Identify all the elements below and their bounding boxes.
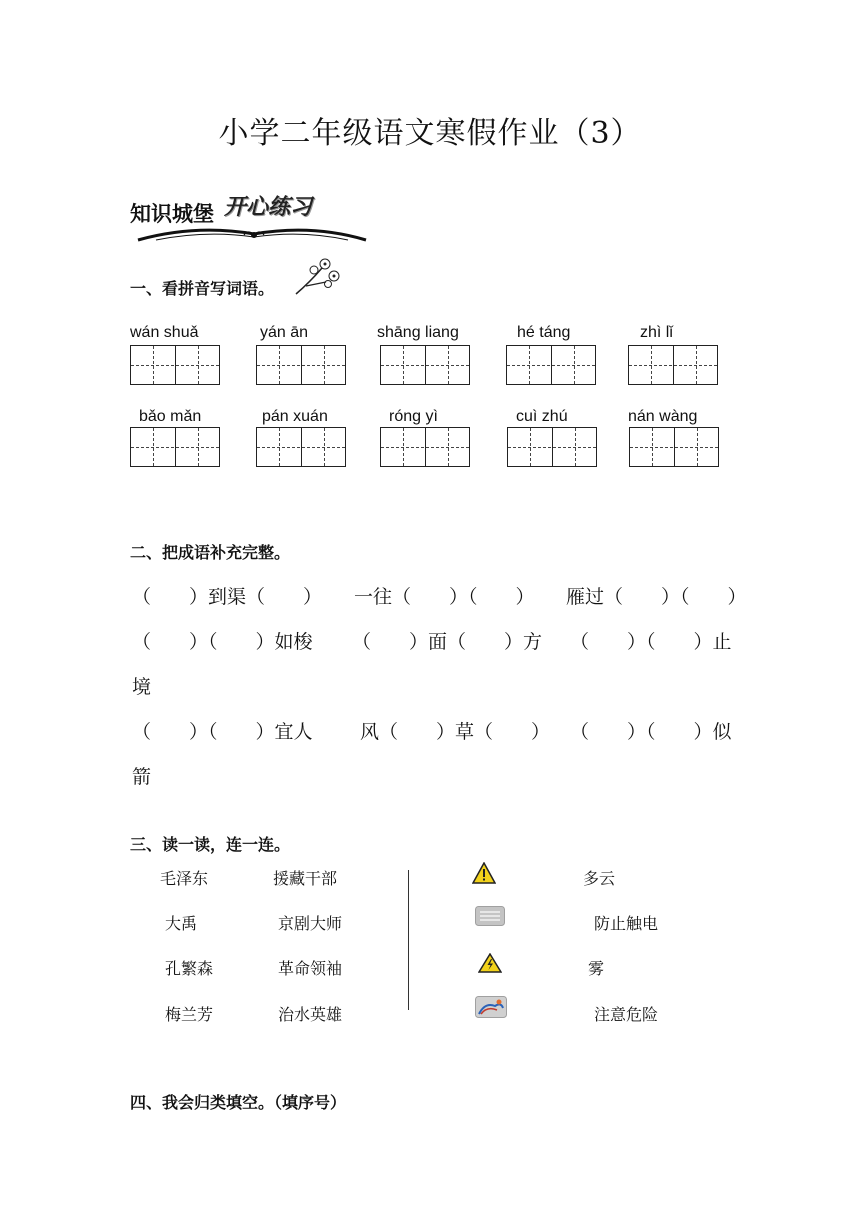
page-title: 小学二年级语文寒假作业（3） <box>218 116 642 151</box>
section3-heading: 三、读一读，连一连。 <box>130 835 291 854</box>
pinyin-label: cuì zhú <box>516 408 568 425</box>
banner-main-text: 知识城堡 <box>130 202 214 226</box>
divider-line <box>408 870 409 1010</box>
writing-box[interactable] <box>256 427 346 467</box>
match-left-title[interactable]: 京剧大师 <box>278 914 343 933</box>
writing-box[interactable] <box>380 345 470 385</box>
pinyin-label: zhì lǐ <box>640 324 673 341</box>
idiom-blank[interactable]: （ ）到渠（ ） <box>132 586 323 608</box>
pinyin-label: shāng liang <box>377 324 459 341</box>
flower-branch-icon <box>292 254 342 298</box>
warning-triangle-icon[interactable] <box>472 862 496 884</box>
writing-box[interactable] <box>130 427 220 467</box>
writing-box[interactable] <box>629 427 719 467</box>
electric-warning-icon[interactable] <box>478 953 502 973</box>
pinyin-label: nán wàng <box>628 408 698 425</box>
ornament-swash-icon <box>136 226 368 246</box>
writing-box[interactable] <box>256 345 346 385</box>
idiom-blank[interactable]: （ ）（ ）宜人 <box>132 721 313 743</box>
match-right-label[interactable]: 注意危险 <box>594 1005 659 1024</box>
section1-heading: 一、看拼音写词语。 <box>130 279 275 298</box>
section-banner <box>130 190 370 248</box>
section2-heading: 二、把成语补充完整。 <box>130 543 291 562</box>
match-left-title[interactable]: 革命领袖 <box>278 959 343 978</box>
match-left-name[interactable]: 孔繁森 <box>165 959 214 978</box>
pinyin-label: hé táng <box>517 324 571 341</box>
idiom-blank[interactable]: （ ）（ ）止 <box>570 631 732 653</box>
banner-script-text: 开心练习 <box>224 194 313 220</box>
writing-box[interactable] <box>628 345 718 385</box>
cloudy-weather-icon[interactable] <box>475 996 507 1018</box>
idiom-wrap-char: 箭 <box>132 766 152 788</box>
idiom-blank[interactable]: （ ）面（ ）方 <box>352 631 543 653</box>
match-left-title[interactable]: 援藏干部 <box>273 869 338 888</box>
pinyin-label: yán ān <box>260 324 309 341</box>
match-right-label[interactable]: 防止触电 <box>594 914 659 933</box>
match-left-title[interactable]: 治水英雄 <box>278 1005 343 1024</box>
idiom-blank[interactable]: 风（ ）草（ ） <box>360 721 551 743</box>
match-left-name[interactable]: 梅兰芳 <box>165 1005 214 1024</box>
idiom-blank[interactable]: （ ）（ ）似 <box>570 721 732 743</box>
match-right-label[interactable]: 雾 <box>588 959 605 978</box>
idiom-blank[interactable]: （ ）（ ）如梭 <box>132 631 313 653</box>
writing-box[interactable] <box>380 427 470 467</box>
pinyin-label: pán xuán <box>262 408 328 425</box>
pinyin-label: róng yì <box>389 408 438 425</box>
section4-heading: 四、我会归类填空。（填序号） <box>130 1093 347 1112</box>
idiom-blank[interactable]: 雁过（ ）（ ） <box>566 586 747 608</box>
match-left-name[interactable]: 毛泽东 <box>160 869 209 888</box>
pinyin-label: bǎo mǎn <box>139 408 202 425</box>
idiom-blank[interactable]: 一往（ ）（ ） <box>354 586 535 608</box>
idiom-wrap-char: 境 <box>132 676 152 698</box>
match-left-name[interactable]: 大禹 <box>165 914 198 933</box>
writing-box[interactable] <box>507 427 597 467</box>
match-right-label[interactable]: 多云 <box>583 869 616 888</box>
pinyin-label: wán shuǎ <box>130 324 199 341</box>
writing-box[interactable] <box>130 345 220 385</box>
fog-lines-icon[interactable] <box>475 906 505 926</box>
writing-box[interactable] <box>506 345 596 385</box>
